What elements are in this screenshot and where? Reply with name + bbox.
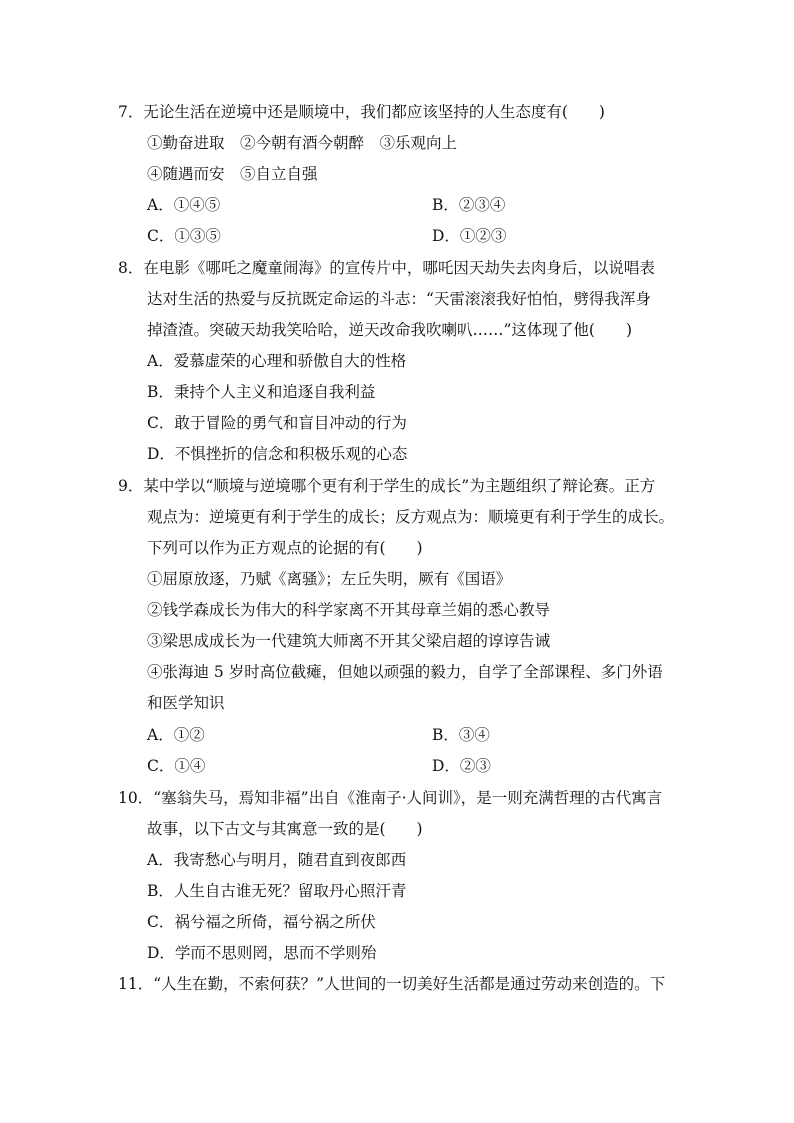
option-d[interactable]: D．①②③ <box>432 227 507 245</box>
statement-line: ④随遇而安 ⑤自立自强 <box>147 165 318 183</box>
option-b[interactable]: B．②③④ <box>432 196 506 214</box>
question-stem: 观点为：逆境更有利于学生的成长；反方观点为：顺境更有利于学生的成长。 <box>147 508 675 526</box>
question-stem: 9．某中学以“顺境与逆境哪个更有利于学生的成长”为主题组织了辩论赛。正方 <box>118 477 656 495</box>
option-c[interactable]: C．敢于冒险的勇气和盲目冲动的行为 <box>147 414 407 432</box>
question-stem: 8．在电影《哪吒之魔童闹海》的宣传片中，哪吒因天劫失去肉身后，以说唱表 <box>118 259 655 277</box>
statement-line: ②钱学森成长为伟大的科学家离不开其母章兰娟的悉心教导 <box>147 601 551 619</box>
statement-line: ①屈原放逐，乃赋《离骚》；左丘失明，厥有《国语》 <box>147 570 512 588</box>
question-stem: 7．无论生活在逆境中还是顺境中，我们都应该坚持的人生态度有( ) <box>118 103 605 121</box>
option-a[interactable]: A．①② <box>147 726 205 744</box>
statement-line: ④张海迪 5 岁时高位截瘫，但她以顽强的毅力，自学了全部课程、多门外语 <box>147 663 663 681</box>
option-c[interactable]: C．①④ <box>147 757 206 775</box>
question-stem: 10．“塞翁失马，焉知非福”出自《淮南子·人间训》，是一则充满哲理的古代寓言 <box>118 789 663 807</box>
statement-line: ③梁思成成长为一代建筑大师离不开其父梁启超的谆谆告诫 <box>147 632 551 650</box>
option-b[interactable]: B．秉持个人主义和追逐自我利益 <box>147 383 376 401</box>
option-d[interactable]: D．②③ <box>432 757 491 775</box>
question-stem: 掉渣渣。突破天劫我笑哈哈，逆天改命我吹喇叭……”这体现了他( ) <box>147 321 633 339</box>
question-stem: 故事，以下古文与其寓意一致的是( ) <box>147 820 423 838</box>
question-stem: 下列可以作为正方观点的论据的有( ) <box>147 539 423 557</box>
statement-line: 和医学知识 <box>147 694 225 712</box>
option-d[interactable]: D．学而不思则罔，思而不学则殆 <box>147 944 377 962</box>
statement-line: ①勤奋进取 ②今朝有酒今朝醉 ③乐观向上 <box>147 134 458 152</box>
option-c[interactable]: C．①③⑤ <box>147 227 221 245</box>
option-c[interactable]: C．祸兮福之所倚，福兮祸之所伏 <box>147 913 376 931</box>
question-stem: 达对生活的热爱与反抗既定命运的斗志：“天雷滚滚我好怕怕，劈得我浑身 <box>147 290 651 308</box>
option-b[interactable]: B．人生自古谁无死？留取丹心照汗青 <box>147 882 407 900</box>
option-a[interactable]: A．我寄愁心与明月，随君直到夜郎西 <box>147 851 407 869</box>
option-a[interactable]: A．①④⑤ <box>147 196 221 214</box>
question-stem: 11．“人生在勤，不索何获？”人世间的一切美好生活都是通过劳动来创造的。下 <box>118 975 666 993</box>
option-d[interactable]: D．不惧挫折的信念和积极乐观的心态 <box>147 445 408 463</box>
option-b[interactable]: B．③④ <box>432 726 490 744</box>
option-a[interactable]: A．爱慕虚荣的心理和骄傲自大的性格 <box>147 352 407 370</box>
